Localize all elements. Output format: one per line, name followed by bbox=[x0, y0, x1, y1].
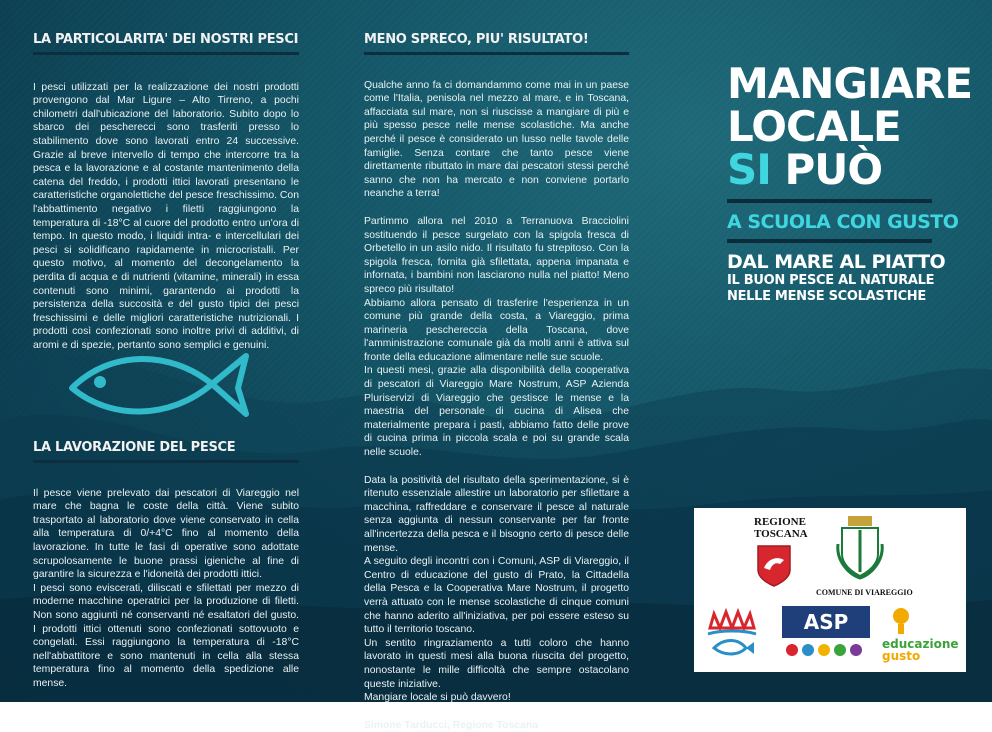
paragraph-lavorazione-1: Il pesce viene prelevato dai pescatori di Viareggio nel mare che bagna le coste della città. Viene subito trasportato al laboratorio dove viene conservato in cella alla temperatura di 0/+4°C fino al momento della lavorazione. In tutte le fasi di operative sono adottate scrupolosamente le buone prassi igieniche al fine di garantire la sicurezza e l'idoneità dei prodotti ittici. bbox=[33, 487, 299, 581]
partner-mark-icon bbox=[834, 644, 846, 656]
paragraph-7: Un sentito ringraziamento a tutti coloro che hanno lavorato in questi mesi alla buona riuscita del progetto, nonostante le mille difficoltà che sempre ostacolano queste iniziative. bbox=[364, 637, 629, 690]
paragraph-particolarita: I pesci utilizzati per la realizzazione dei nostri prodotti provengono dal Mar Ligure – Alto Tirreno, a pochi chilometri dall'ubicazione del laboratorio. Subito dopo lo sbarco dei pescherecci sono trasferiti presso lo stabilimento dove sono lavorati entro 24 successive. Grazie al breve intervello di tempo che intercorre tra la pesca e la lavorazione e al costante mantenimento della catena del freddo, i prodotti ittici lavorati presentano le caratteristiche organolettiche del pesce freschissimo. Con l'abbattimento negativo i filetti raggiungono la temperatura di -18°C al cuore del prodotto entro un'ora di tempo. In questo modo, i liquidi intra- e intercellulari dei pesci si solidificano rapidamente in microcristalli. Per questo motivo, al momento del decongelamento la perdita di acqua e di nutrienti (vitamine, minerali) in essa contenuti sono minimi, garantendo ai prodotti la persistenza della succosità e del gusto tipici dei pesci freschissimi e delle migliori caratteristiche nutrizionali. I prodotti così confezionati sono inoltre privi di additivi, di aromi e di spezie, pertanto sono semplici e genuini. bbox=[33, 81, 299, 351]
left-column bbox=[33, 33, 299, 352]
small-partner-marks bbox=[786, 644, 870, 658]
section-heading-particolarita: LA PARTICOLARITA' DEI NOSTRI PESCI bbox=[33, 32, 299, 47]
paragraph-8: Mangiare locale si può davvero! bbox=[364, 692, 511, 704]
subtitle-dal-mare-al-piatto: DAL MARE AL PIATTO bbox=[727, 251, 946, 273]
section-heading-lavorazione: LA LAVORAZIONE DEL PESCE bbox=[33, 440, 236, 455]
title-line-mangiare: MANGIARE bbox=[727, 59, 973, 108]
partner-mark-icon bbox=[802, 644, 814, 656]
partner-mark-icon bbox=[786, 644, 798, 656]
paragraph-3: Abbiamo allora pensato di trasferire l'esperienza in un comune più grande della costa, a Viareggio, prima marineria peschereccia della Toscana, dove l'amministrazione comunale già da molti anni è attiva sul fronte della educazione alimentare nelle sue scuole. bbox=[364, 297, 629, 363]
paragraph-2: Partimmo allora nel 2010 a Terranuova Bracciolini sostituendo il pesce surgelato con la spigola fresca di Orbetello in un asilo nido. Il risultato fu strepitoso. Con la spigola fresca, fornita già sfilettata, appena impanata e infornata, i bambini non lasciarono nulla nel piatto! Meno spreco più risultato! bbox=[364, 215, 629, 295]
paragraph-4: In questi mesi, grazie alla disponibilità della cooperativa di pescatori di Viareggio Mare Nostrum, ASP Azienda Pluriservizi di Viareggio che gestisce le mense e la maestria del personale di cucina di Alisea che materialmente prepara i pasti, abbiamo fatto delle prove di cucina prima in piccola scala e poi su grande scala nelle scuole. bbox=[364, 365, 629, 459]
title-line-locale: LOCALE bbox=[727, 102, 901, 151]
educazione-gusto-logo: educazione gusto bbox=[882, 637, 959, 663]
signature: Simone Tarducci, Regione Toscana bbox=[364, 719, 538, 731]
asp-logo: ASP bbox=[782, 606, 870, 638]
subtitle-a-scuola-con-gusto: A SCUOLA CON GUSTO bbox=[727, 211, 959, 233]
viareggio-coat-of-arms-icon bbox=[834, 514, 886, 580]
pegasus-shield-icon bbox=[756, 544, 792, 588]
cittadella-pesca-logo-icon bbox=[704, 606, 760, 660]
comune-viareggio-label: COMUNE DI VIAREGGIO bbox=[816, 588, 913, 597]
paragraph-lavorazione-2: I pesci sono eviscerati, diliscati e sfilettati per mezzo di moderne macchine operatrici per la produzione di filetti. Non sono aggiunti né conservanti né esaltatori del gusto. I prodotti ittici ottenuti sono confezionati sottovuoto e congelati. Essi raggiungono la temperatura di -18°C nell'abbattitore e sono mantenuti in cella alla stessa temperatura fino al momento della spedizione alle mense. bbox=[33, 582, 299, 689]
cover-title-block bbox=[727, 59, 973, 305]
middle-column bbox=[364, 33, 629, 732]
title-word-si: SI bbox=[727, 145, 771, 194]
paragraph-5: Data la positività del risultato della sperimentazione, si è ritenuto essenziale allestire un laboratorio per sfilettare a macchina, raffreddare e conservare il pesce al naturale senza aggiunta di nessun conservante per far fronte all'incertezza della pesca e il bisogno certo di pesce delle mense. bbox=[364, 474, 629, 554]
partner-logos-panel bbox=[694, 508, 966, 672]
subtitle-buon-pesce: IL BUON PESCE AL NATURALE bbox=[727, 273, 935, 288]
partner-mark-icon bbox=[850, 644, 862, 656]
paragraph-1: Qualche anno fa ci domandammo come mai in un paese come l'Italia, penisola nel mezzo al mare, e in Toscana, affacciata sul mare, non si riuscisse a mangiare di più e più spesso pesce nelle mense scolastiche. Ma anche perché il pesce è considerato un lusso nelle tavole delle famiglie. Senza contare che tanto pesce viene direttamente ributtato in mare dai pescatori stessi perché sanno che non ha mercato e non conviene portarlo neanche a terra! bbox=[364, 79, 629, 200]
section-heading-meno-spreco: MENO SPRECO, PIU' RISULTATO! bbox=[364, 32, 589, 47]
left-column-lower bbox=[33, 441, 299, 691]
title-word-puo: PUÒ bbox=[784, 145, 883, 194]
lightbulb-icon bbox=[890, 606, 912, 636]
regione-toscana-logo: REGIONE TOSCANA bbox=[754, 516, 808, 540]
paragraph-6: A seguito degli incontri con i Comuni, ASP di Viareggio, il Centro di educazione del gusto di Prato, la Cittadella della Pesca e la Cooperativa Mare Nostrum, il progetto verrà attuato con le mense scolastiche di cinque comuni che hanno aderito all'iniziativa, per poi essere esteso su tutto il territorio toscano. bbox=[364, 556, 629, 636]
title-line-si-puo bbox=[727, 145, 932, 194]
subtitle-mense-scolastiche: NELLE MENSE SCOLASTICHE bbox=[727, 289, 926, 304]
partner-mark-icon bbox=[818, 644, 830, 656]
